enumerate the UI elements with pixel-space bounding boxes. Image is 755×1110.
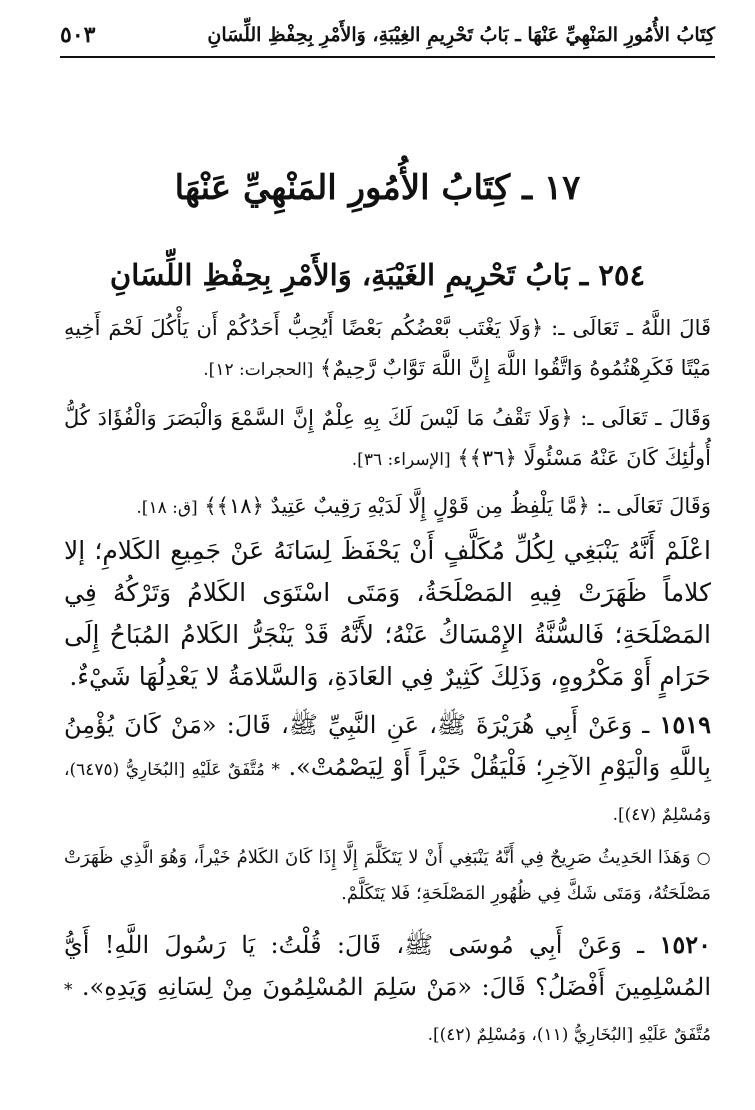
hadith-number: ١٥٢٠ [659, 930, 711, 959]
main-paragraph-block [64, 530, 711, 698]
hadith-reference: * مُتَّفَقٌ عَلَيْهِ [البُخَارِيُّ (٦٤٧٥)، وَمُسْلِمٌ (٤٧)]. [64, 760, 711, 825]
verse-paragraph [64, 398, 711, 480]
commentary-block [64, 840, 711, 912]
hadith-text: ـ وَعَنْ أَبِي مُوسَى ﷺ، قَالَ: قُلْتُ: يَا رَسُولَ اللَّهِ! أَيُّ المُسْلِمِينَ أَفْضَلُ؟ قَالَ: «مَنْ سَلِمَ المُسْلِمُونَ مِنْ لِسَانِهِ وَيَدِهِ». [64, 931, 711, 1001]
hadith-1519 [64, 704, 711, 836]
running-title: كِتَابُ الأُمُورِ المَنْهِيِّ عَنْهَا ـ بَابُ تَحْرِيمِ الغِيْبَةِ، وَالأَمْرِ بِحِفْظِ اللِّسَانِ [207, 24, 715, 46]
hadith-number: ١٥١٩ [659, 710, 711, 739]
main-paragraph: اعْلَمْ أَنَّهُ يَنْبَغِي لِكُلِّ مُكَلَّفٍ أَنْ يَحْفَظَ لِسَانَهُ عَنْ جَمِيعِ الكَلامِ؛ إلا كلاماً ظَهَرَتْ فِيهِ المَصْلَحَةُ، وَمَتَى اسْتَوَى الكَلامُ وَتَرْكُهُ فِي المَصْلَحَةِ؛ فَالسُّنَّةُ الإِمْسَاكُ عَنْهُ؛ لأَنَّهُ قَدْ يَنْجَرُّ الكَلامُ المُبَاحُ إِلَى حَرَامٍ أَوْ مَكْرُوهٍ، وَذَلِكَ كَثِيرٌ فِي العَادَةِ، وَالسَّلامَةُ لا يَعْدِلُهَا شَيْءٌ. [64, 536, 711, 691]
verse-3 [64, 486, 711, 528]
verse-reference: [الإسراء: ٣٦]. [351, 450, 451, 470]
verse-paragraph [64, 486, 711, 528]
running-header [60, 18, 715, 52]
hadith-1520 [64, 924, 711, 1056]
commentary-paragraph [64, 840, 711, 912]
hadith-reference: * مُتَّفَقٌ عَلَيْهِ [البُخَارِيُّ (١١)، وَمُسْلِمٌ (٤٢)]. [64, 980, 711, 1045]
verse-text: قَالَ اللَّهُ ـ تَعَالَى ـ: ﴿وَلَا يَغْتَب بَّعْضُكُم بَعْضًا أَيُحِبُّ أَحَدُكُمْ أَن يَأْكُلَ لَحْمَ أَخِيهِ مَيْتًا فَكَرِهْتُمُوهُ وَاتَّقُوا اللَّهَ إِنَّ اللَّهَ تَوَّابٌ رَّحِيمٌ﴾ [64, 316, 712, 380]
verse-text: وَقَالَ تَعَالَى ـ: ﴿مَّا يَلْفِظُ مِن قَوْلٍ إِلَّا لَدَيْهِ رَقِيبٌ عَتِيدٌ ﴿١٨﴾﴾ [204, 494, 711, 518]
verse-reference: [الحجرات: ١٢]. [203, 360, 314, 380]
hadith-paragraph [64, 704, 711, 836]
header-divider [60, 56, 715, 58]
verse-1 [64, 308, 711, 390]
page-number: ٥٠٣ [60, 22, 96, 48]
chapter-title: ٢٥٤ ـ بَابُ تَحْرِيمِ الغَيْبَةِ، وَالأَمْرِ بِحِفْظِ اللِّسَانِ [109, 258, 646, 292]
hadith-paragraph [64, 924, 711, 1056]
verse-text: وَقَالَ ـ تَعَالَى ـ: ﴿وَلَا تَقْفُ مَا لَيْسَ لَكَ بِهِ عِلْمٌ إِنَّ السَّمْعَ وَالْبَصَرَ وَالْفُؤَادَ كُلُّ أُولَٰئِكَ كَانَ عَنْهُ مَسْئُولًا ﴿٣٦﴾﴾ [64, 406, 711, 470]
book-title: ١٧ ـ كِتَابُ الأُمُورِ المَنْهِيِّ عَنْهَا [174, 168, 581, 208]
hadith-text: ـ وَعَنْ أَبِي هُرَيْرَةَ ﷺ، عَنِ النَّبِيِّ ﷺ، قَالَ: «مَنْ كَانَ يُؤْمِنُ بِاللَّهِ وَالْيَوْمِ الآخِرِ؛ فَلْيَقُلْ خَيْراً أَوْ لِيَصْمُتْ». [64, 711, 711, 781]
verse-2 [64, 398, 711, 480]
verse-reference: [ق: ١٨]. [136, 498, 198, 518]
commentary-text: وَهَذَا الحَدِيثُ صَرِيحٌ فِي أَنَّهُ يَنْبَغِي أَنْ لا يَتَكَلَّمَ إِلَّا إِذَا كَانَ الكَلامُ خَيْراً، وَهُوَ الَّذِي ظَهَرَتْ مَصْلَحَتُهُ، وَمَتَى شَكَّ فِي ظُهُورِ المَصْلَحَةِ؛ فَلا يَتَكَلَّمْ. [64, 847, 711, 904]
verse-paragraph [64, 308, 711, 390]
circle-bullet-icon: ○ [696, 848, 711, 867]
